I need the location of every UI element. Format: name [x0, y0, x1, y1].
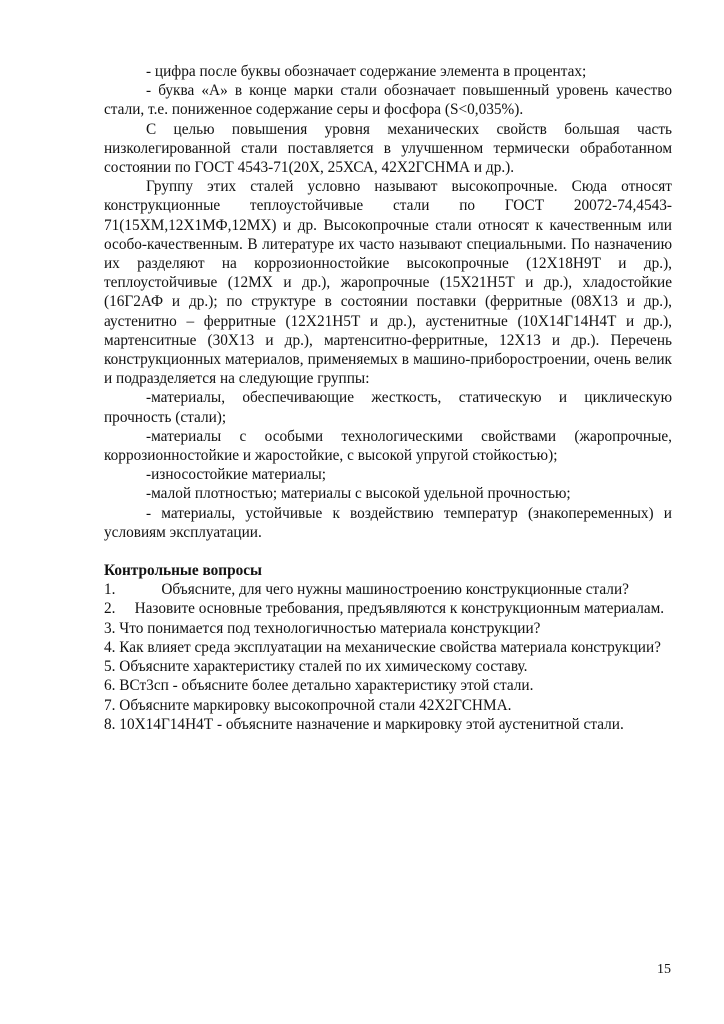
- list-item-stiffness-materials: -материалы, обеспечивающие жесткость, статическую и циклическую прочность (стали);: [104, 389, 672, 426]
- list-item-low-density: -малой плотностью; материалы с высокой удельной прочностью;: [146, 485, 571, 503]
- paragraph-letter-a-meaning: - буква «А» в конце марки стали обозначает повышенный уровень качество стали, т.е. пониженное содержание серы и фосфора (S<0,035%).: [104, 82, 672, 119]
- question-5: 5. Объясните характеристику сталей по их химическому составу.: [104, 658, 528, 676]
- question-2: 2. Назовите основные требования, предъявляются к конструкционным материалам.: [104, 600, 665, 618]
- question-1: 1. Объясните, для чего нужны машиностроению конструкционные стали?: [104, 581, 629, 599]
- question-7: 7. Объясните маркировку высокопрочной стали 42Х2ГСНМА.: [104, 696, 512, 714]
- paragraph-digit-meaning: - цифра после буквы обозначает содержание элемента в процентах;: [146, 63, 587, 80]
- paragraph-heat-treatment: С целью повышения уровня механических свойств большая часть низколегированной стали поставляется в улучшенном термически обработанном состоянии по ГОСТ 4543-71(20Х, 25ХСА, 42Х2ГСНМА и др.).: [104, 120, 672, 177]
- question-8: 8. 10Х14Г14Н4Т - объясните назначение и маркировку этой аустенитной стали.: [104, 715, 624, 733]
- list-item-wear-resistant: -износостойкие материалы;: [146, 466, 327, 484]
- question-4: 4. Как влияет среда эксплуатации на механические свойства материала конструкции?: [104, 638, 661, 656]
- question-6: 6. ВСт3сп - объясните более детально характеристику этой стали.: [104, 677, 534, 695]
- list-item-temperature-resistant: - материалы, устойчивые к воздействию температур (знакопеременных) и условиям эксплуатации.: [104, 504, 672, 541]
- document-body: [104, 62, 672, 734]
- question-3: 3. Что понимается под технологичностью материала конструкции?: [104, 619, 541, 637]
- page-number: 15: [657, 962, 671, 977]
- list-item-technological-materials: -материалы с особыми технологическими свойствами (жаропрочные, коррозионностойкие и жаростойкие, с высокой упругой стойкостью);: [104, 427, 672, 465]
- questions-heading: Контрольные вопросы: [104, 562, 262, 580]
- paragraph-high-strength-steels: Группу этих сталей условно называют высокопрочные. Сюда относят конструкционные теплоустойчивые стали по ГОСТ 20072-74,4543-71(15ХМ,12Х1МФ,12МХ) и др. Высокопрочные стали относят к качественным или особо-качественным. В литературе их часто называют специальными. По назначению их разделяют на коррозионностойкие высокопрочные (12Х18Н9Т и др.), теплоустойчивые (12МХ и др.), жаропрочные (15Х21Н5Т и др.), хладостойкие (16Г2АФ и др.); по структуре в состоянии поставки (ферритные (08Х13 и др.), аустенитно – ферритные (12Х21Н5Т и др.), аустенитные (10Х14Г14Н4Т и др.), мартенситные (30Х13 и др.), мартенситно-ферритные, 12Х13 и др.). Перечень конструкционных материалов, применяемых в машино-приборостроении, очень велик и подразделяется на следующие группы:: [104, 178, 672, 388]
